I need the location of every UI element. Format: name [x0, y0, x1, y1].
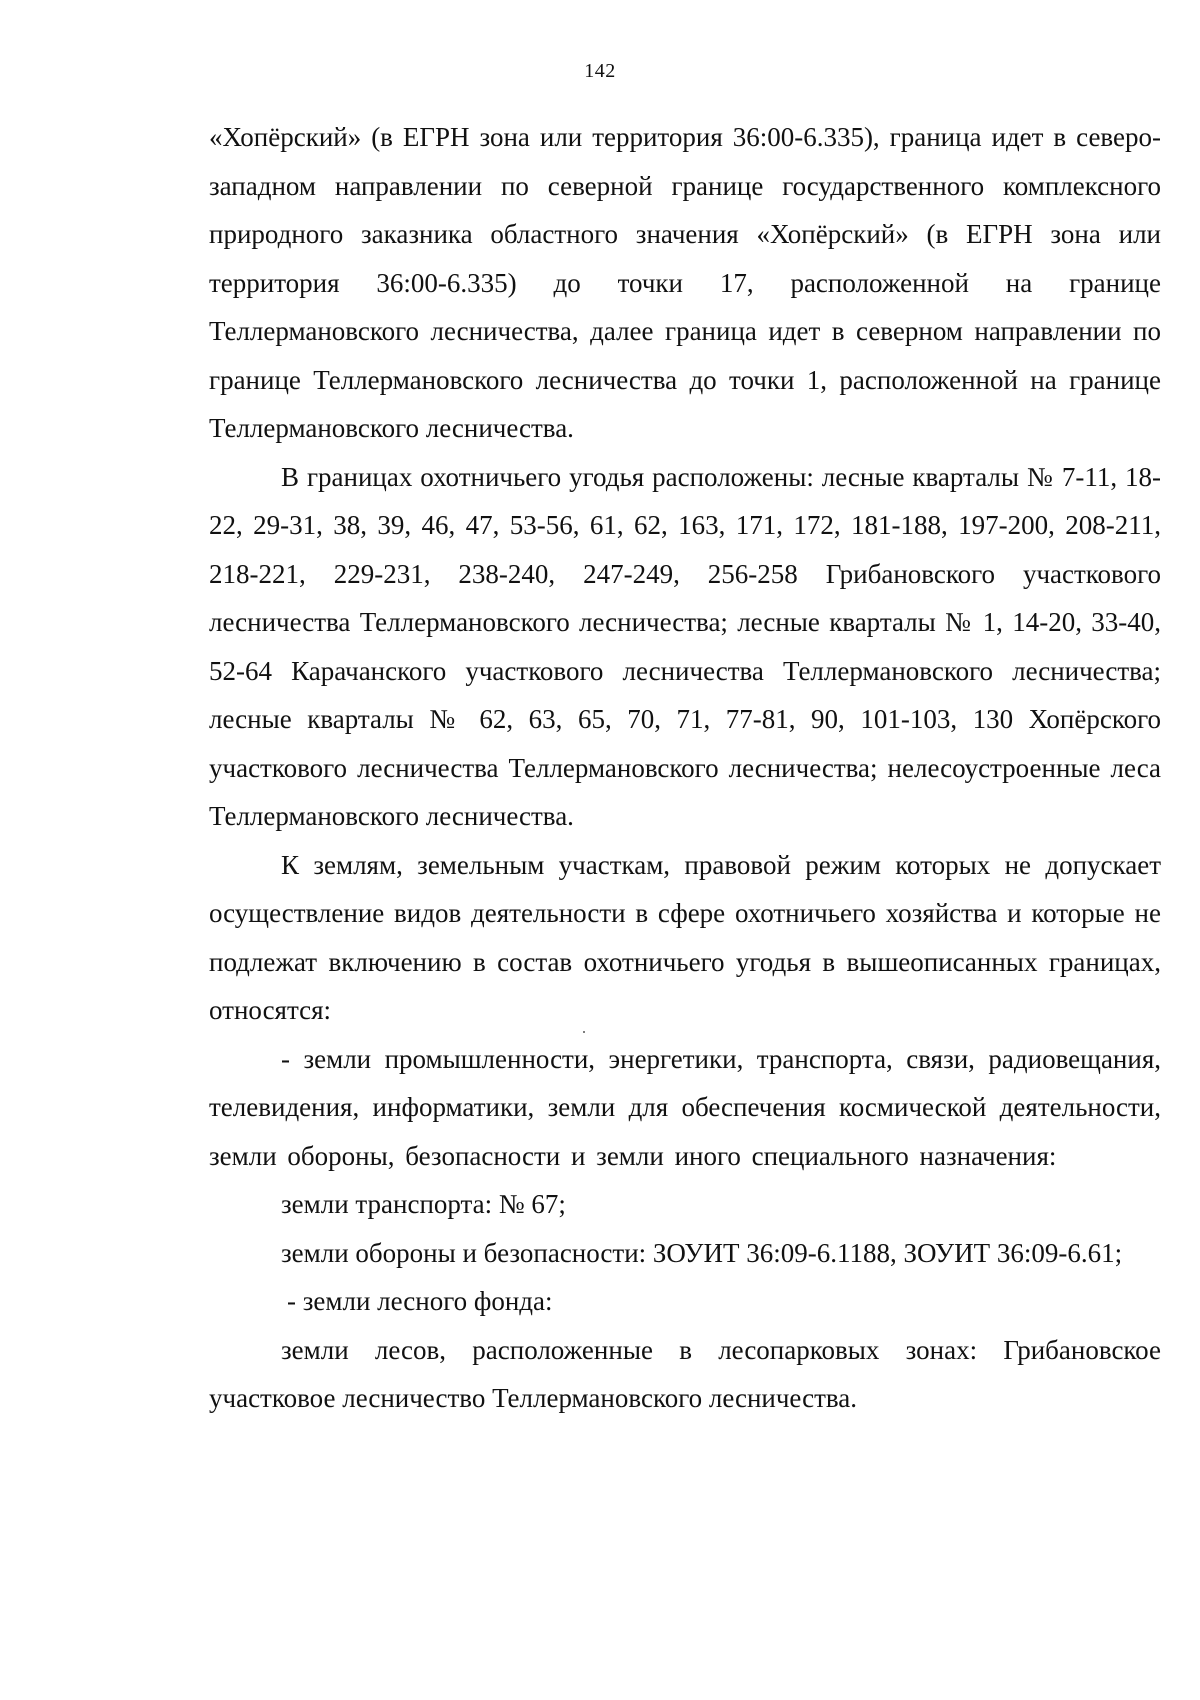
list-subitem-defense-lands: земли обороны и безопасности: ЗОУИТ 36:09-6.1188, ЗОУИТ 36:09-6.61;	[281, 1237, 1123, 1268]
paragraph-excluded-lands-intro: К землям, земельным участкам, правовой режим которых не допускает осуществление видов деятельности в сфере охотничьего хозяйства и которые не подлежат включению в состав охотничьего угодья в вышеописанных границах, относятся:	[209, 849, 1161, 1025]
list-subitem-transport-lands: земли транспорта: № 67;	[281, 1189, 566, 1219]
list-item-industry-lands: - земли промышленности, энергетики, транспорта, связи, радиовещания, телевидения, информатики, земли для обеспечения космической деятельности, земли обороны, безопасности и земли иного специального назначения:	[209, 1043, 1161, 1171]
paragraph-boundary-description: «Хопёрский» (в ЕГРН зона или территория 36:00-6.335), граница идет в северо-западном направлении по северной границе государственного комплексного природного заказника областного значения «Хопёрский» (в ЕГРН зона или территория 36:00-6.335) до точки 17, расположенной на границе Теллермановского лесничества, далее граница идет в северном направлении по границе Теллермановского лесничества до точки 1, расположенной на границе Теллермановского лесничества.	[209, 122, 1161, 443]
scan-speck	[583, 1031, 585, 1033]
page-number: 142	[584, 60, 616, 82]
paragraph-forest-park-zones: земли лесов, расположенные в лесопарковых зонах: Грибановское участковое лесничество Теллермановского лесничества.	[209, 1334, 1161, 1413]
paragraph-forest-quarters: В границах охотничьего угодья расположены: лесные кварталы № 7-11, 18-22, 29-31, 38, 39, 46, 47, 53-56, 61, 62, 163, 171, 172, 181-188, 197-200, 208-211, 218-221, 229-231, 238-240, 247-249, 256-258 Грибановского участкового лесничества Теллермановского лесничества; лесные кварталы № 1, 14-20, 33-40, 52-64 Карачанского участкового лесничества Теллермановского лесничества; лесные кварталы № 62, 63, 65, 70, 71, 77-81, 90, 101-103, 130 Хопёрского участкового лесничества Теллермановского лесничества; нелесоустроенные леса Теллермановского лесничества.	[209, 461, 1161, 831]
document-body	[209, 113, 1161, 1423]
list-item-forest-fund-lands: - земли лесного фонда:	[287, 1286, 553, 1316]
